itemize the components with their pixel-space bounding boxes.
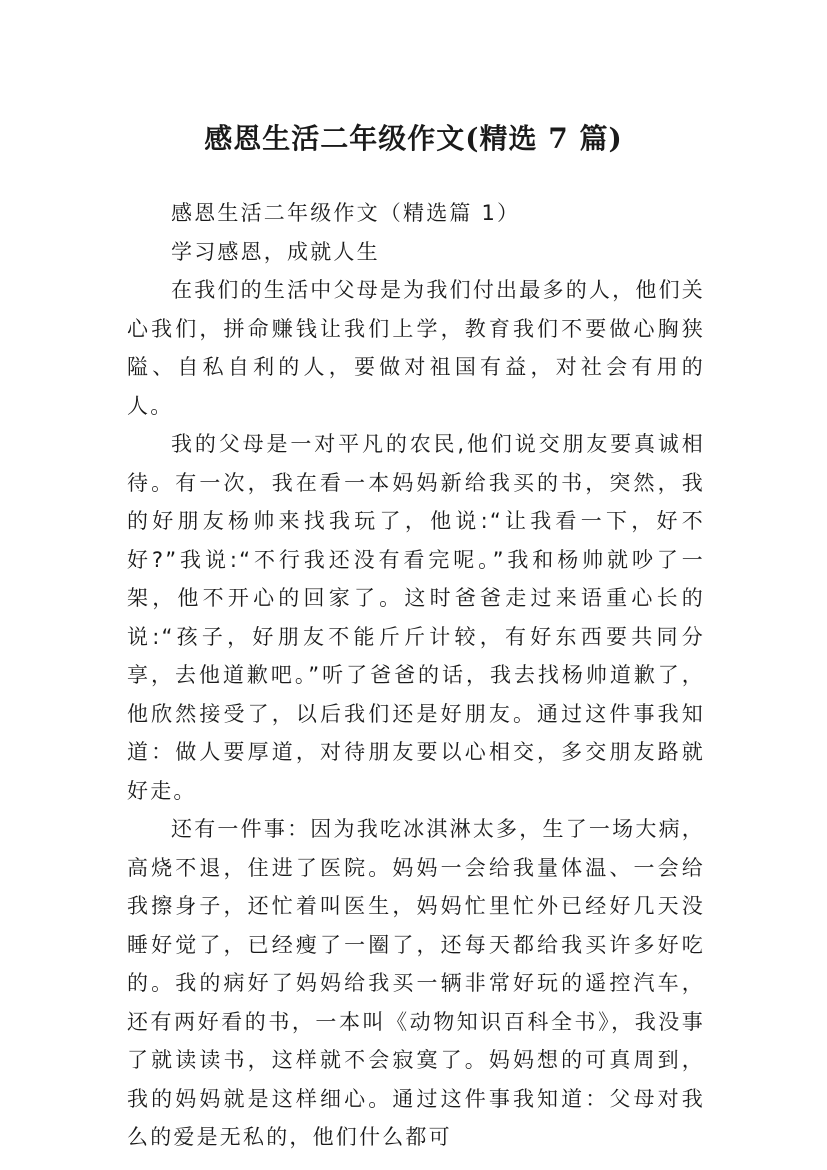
body-paragraph-3: 还有一件事：因为我吃冰淇淋太多，生了一场大病，高烧不退，住进了医院。妈妈一会给我量体温、一会给我擦身子，还忙着叫医生，妈妈忙里忙外已经好几天没睡好觉了，已经瘦了一圈了，还每天都给我买许多好吃的。我的病好了妈妈给我买一辆非常好玩的遥控汽车，还有两好看的书，一本叫《动物知识百科全书》，我没事了就读读书，这样就不会寂寞了。妈妈想的可真周到，我的妈妈就是这样细心。通过这件事我知道：父母对我么的爱是无私的，他们什么都可 [127,817,705,1149]
section-heading: 感恩生活二年级作文（精选篇 1） [171,201,521,225]
essay-subtitle: 学习感恩，成就人生 [171,239,380,264]
document-body [127,194,705,1157]
document-title: 感恩生活二年级作文(精选 7 篇) [204,121,623,155]
body-paragraph-2: 我的父母是一对平凡的农民,他们说交朋友要真诚相待。有一次，我在看一本妈妈新给我买的书，突然，我的好朋友杨帅来找我玩了，他说:“让我看一下，好不好?”我说:“不行我还没有看完呢。”我和杨帅就吵了一架，他不开心的回家了。这时爸爸走过来语重心长的说:“孩子，好朋友不能斤斤计较，有好东西要共同分享，去他道歉吧。”听了爸爸的话，我去找杨帅道歉了，他欣然接受了，以后我们还是好朋友。通过这件事我知道：做人要厚道，对待朋友要以心相交，多交朋友路就好走。 [127,432,705,803]
body-paragraph-1: 在我们的生活中父母是为我们付出最多的人，他们关心我们，拼命赚钱让我们上学，教育我们不要做心胸狭隘、自私自利的人，要做对祖国有益，对社会有用的人。 [127,278,705,418]
